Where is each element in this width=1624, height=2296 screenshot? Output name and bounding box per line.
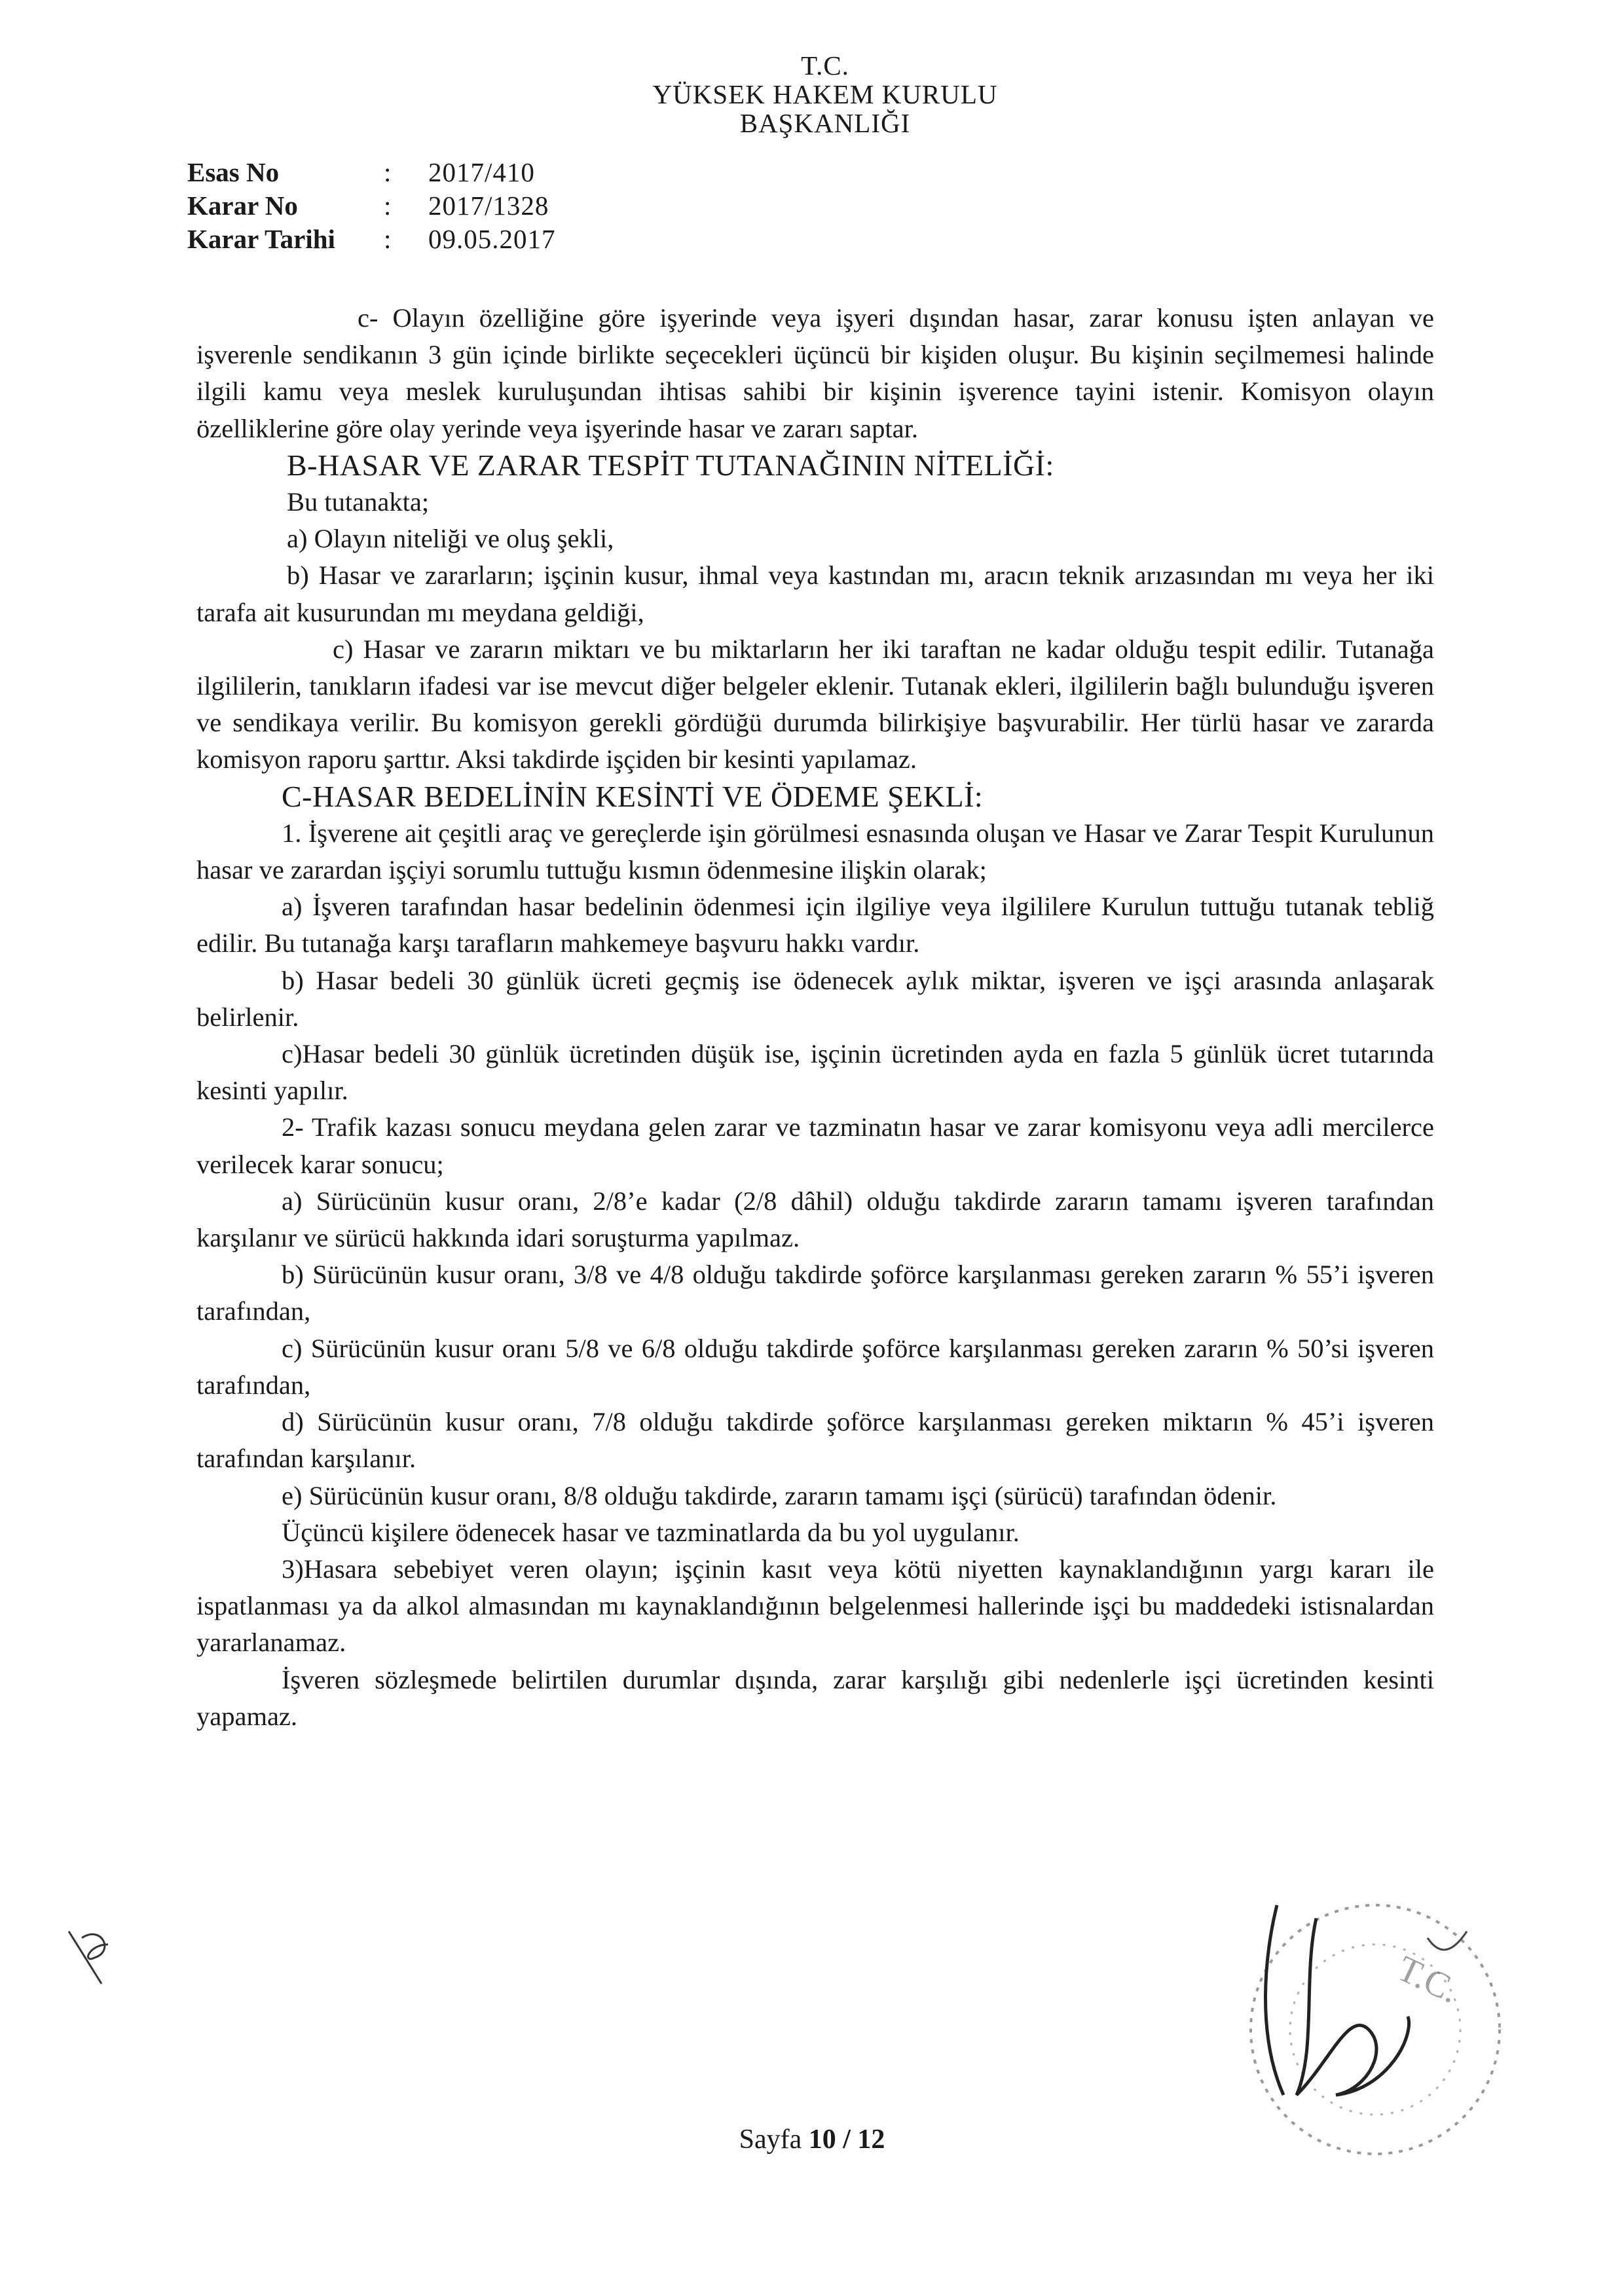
meta-separator: : [384, 191, 392, 221]
meta-row-tarih [187, 223, 556, 256]
meta-separator: : [384, 157, 392, 187]
page-footer [0, 2124, 1624, 2155]
paragraph: c) Hasar ve zararın miktarı ve bu miktarların her iki taraftan ne kadar olduğu tespit edilir. Tutanağa ilgililerin, tanıkların ifadesi var ise mevcut diğer belgeler eklenir. Tutanak ekleri, ilgililerin bağlı bulunduğu işveren ve sendikaya verilir. Bu komisyon gerekli gördüğü durumda bilirkişiye başvurabilir. Her türlü hasar ve zararda komisyon raporu şarttır. Aksi takdirde işçiden bir kesinti yapılamaz. [196, 634, 1434, 774]
paragraph: 2- Trafik kazası sonucu meydana gelen zarar ve tazminatın hasar ve zarar komisyonu veya adli mercilerce verilecek karar sonucu; [196, 1112, 1434, 1179]
seal-text: T.C. [1391, 1948, 1466, 2012]
page-label: Sayfa [739, 2124, 802, 2155]
meta-label: Karar No [187, 191, 298, 221]
page-number: 10 / 12 [808, 2124, 885, 2155]
paragraph: c) Sürücünün kusur oranı 5/8 ve 6/8 olduğu takdirde şoförce karşılanması gereken zararın % 50’si işveren tarafından, [196, 1333, 1434, 1400]
paragraph: e) Sürücünün kusur oranı, 8/8 olduğu takdirde, zararın tamamı işçi (sürücü) tarafından ödenir. [282, 1480, 1277, 1510]
meta-label: Karar Tarihi [187, 224, 335, 254]
paragraph: Üçüncü kişilere ödenecek hasar ve tazminatlarda da bu yol uygulanır. [282, 1517, 1020, 1547]
meta-value: 2017/1328 [428, 191, 549, 221]
paragraph: c)Hasar bedeli 30 günlük ücretinden düşük ise, işçinin ücretinden ayda en fazla 5 günlük ücret tutarında kesinti yapılır. [196, 1039, 1434, 1106]
case-metadata [187, 156, 556, 256]
meta-value: 09.05.2017 [428, 224, 556, 254]
paragraph: d) Sürücünün kusur oranı, 7/8 olduğu takdirde şoförce karşılanması gereken miktarın % 45’i işveren tarafından karşılanır. [196, 1407, 1434, 1474]
meta-label: Esas No [187, 157, 280, 187]
initial-signature [62, 1918, 134, 1990]
section-heading: C-HASAR BEDELİNİN KESİNTİ VE ÖDEME ŞEKLİ: [282, 779, 984, 813]
meta-separator: : [384, 224, 392, 254]
paragraph: a) İşveren tarafından hasar bedelinin ödenmesi için ilgiliye veya ilgililere Kurulun tuttuğu tutanak tebliğ edilir. Bu tutanağa karşı tarafların mahkemeye başvuru hakkı vardır. [196, 892, 1434, 958]
document-body [196, 300, 1434, 1735]
section-heading: B-HASAR VE ZARAR TESPİT TUTANAĞININ NİTELİĞİ: [287, 448, 1054, 482]
paragraph: 1. İşverene ait çeşitli araç ve gereçlerde işin görülmesi esnasında oluşan ve Hasar ve Zarar Tespit Kurulunun hasar ve zarardan işçiyi sorumlu tuttuğu kısmın ödenmesine ilişkin olarak; [196, 818, 1434, 885]
paragraph: b) Sürücünün kusur oranı, 3/8 ve 4/8 olduğu takdirde şoförce karşılanması gereken zararın % 55’i işveren tarafından, [196, 1260, 1434, 1326]
paragraph: a) Sürücünün kusur oranı, 2/8’e kadar (2/8 dâhil) olduğu takdirde zararın tamamı işveren tarafından karşılanır ve sürücü hakkında idari soruşturma yapılmaz. [196, 1186, 1434, 1253]
paragraph: c- Olayın özelliğine göre işyerinde veya işyeri dışından hasar, zarar konusu işten anlayan ve işverenle sendikanın 3 gün içinde birlikte seçecekleri üçüncü bir kişiden oluşur. Bu kişinin seçilmemesi halinde ilgili kamu veya meslek kuruluşundan ihtisas sahibi bir kişinin işverence tayini istenir. Komisyon olayın özelliklerine göre olay yerinde veya işyerinde hasar ve zararı saptar. [196, 303, 1434, 443]
meta-value: 2017/410 [428, 157, 535, 187]
paragraph: b) Hasar bedeli 30 günlük ücreti geçmiş ise ödenecek aylık miktar, işveren ve işçi arasında anlaşarak belirlenir. [196, 965, 1434, 1032]
header-tc: T.C. [801, 50, 849, 81]
header-department: BAŞKANLIĞI [739, 108, 911, 138]
meta-row-esas [187, 156, 556, 189]
paragraph: Bu tutanakta; [287, 487, 430, 517]
paragraph: 3)Hasara sebebiyet veren olayın; işçinin kasıt veya kötü niyetten kaynaklandığının yargı kararı ile ispatlanması ya da alkol almasından mı kaynaklandığının belgelenmesi hallerinde işçi bu maddedeki istisnalardan yararlanamaz. [196, 1554, 1434, 1658]
meta-row-karar [187, 189, 556, 223]
header-institution: YÜKSEK HAKEM KURULU [652, 79, 998, 109]
paragraph: a) Olayın niteliği ve oluş şekli, [287, 524, 614, 554]
paragraph: b) Hasar ve zararların; işçinin kusur, ihmal veya kastından mı, aracın teknik arızasından mı veya her iki tarafa ait kusurundan mı meydana geldiği, [196, 560, 1434, 627]
paragraph: İşveren sözleşmede belirtilen durumlar dışında, zarar karşılığı gibi nedenlerle işçi ücretinden kesinti yapamaz. [196, 1664, 1434, 1731]
document-header [0, 51, 1624, 137]
